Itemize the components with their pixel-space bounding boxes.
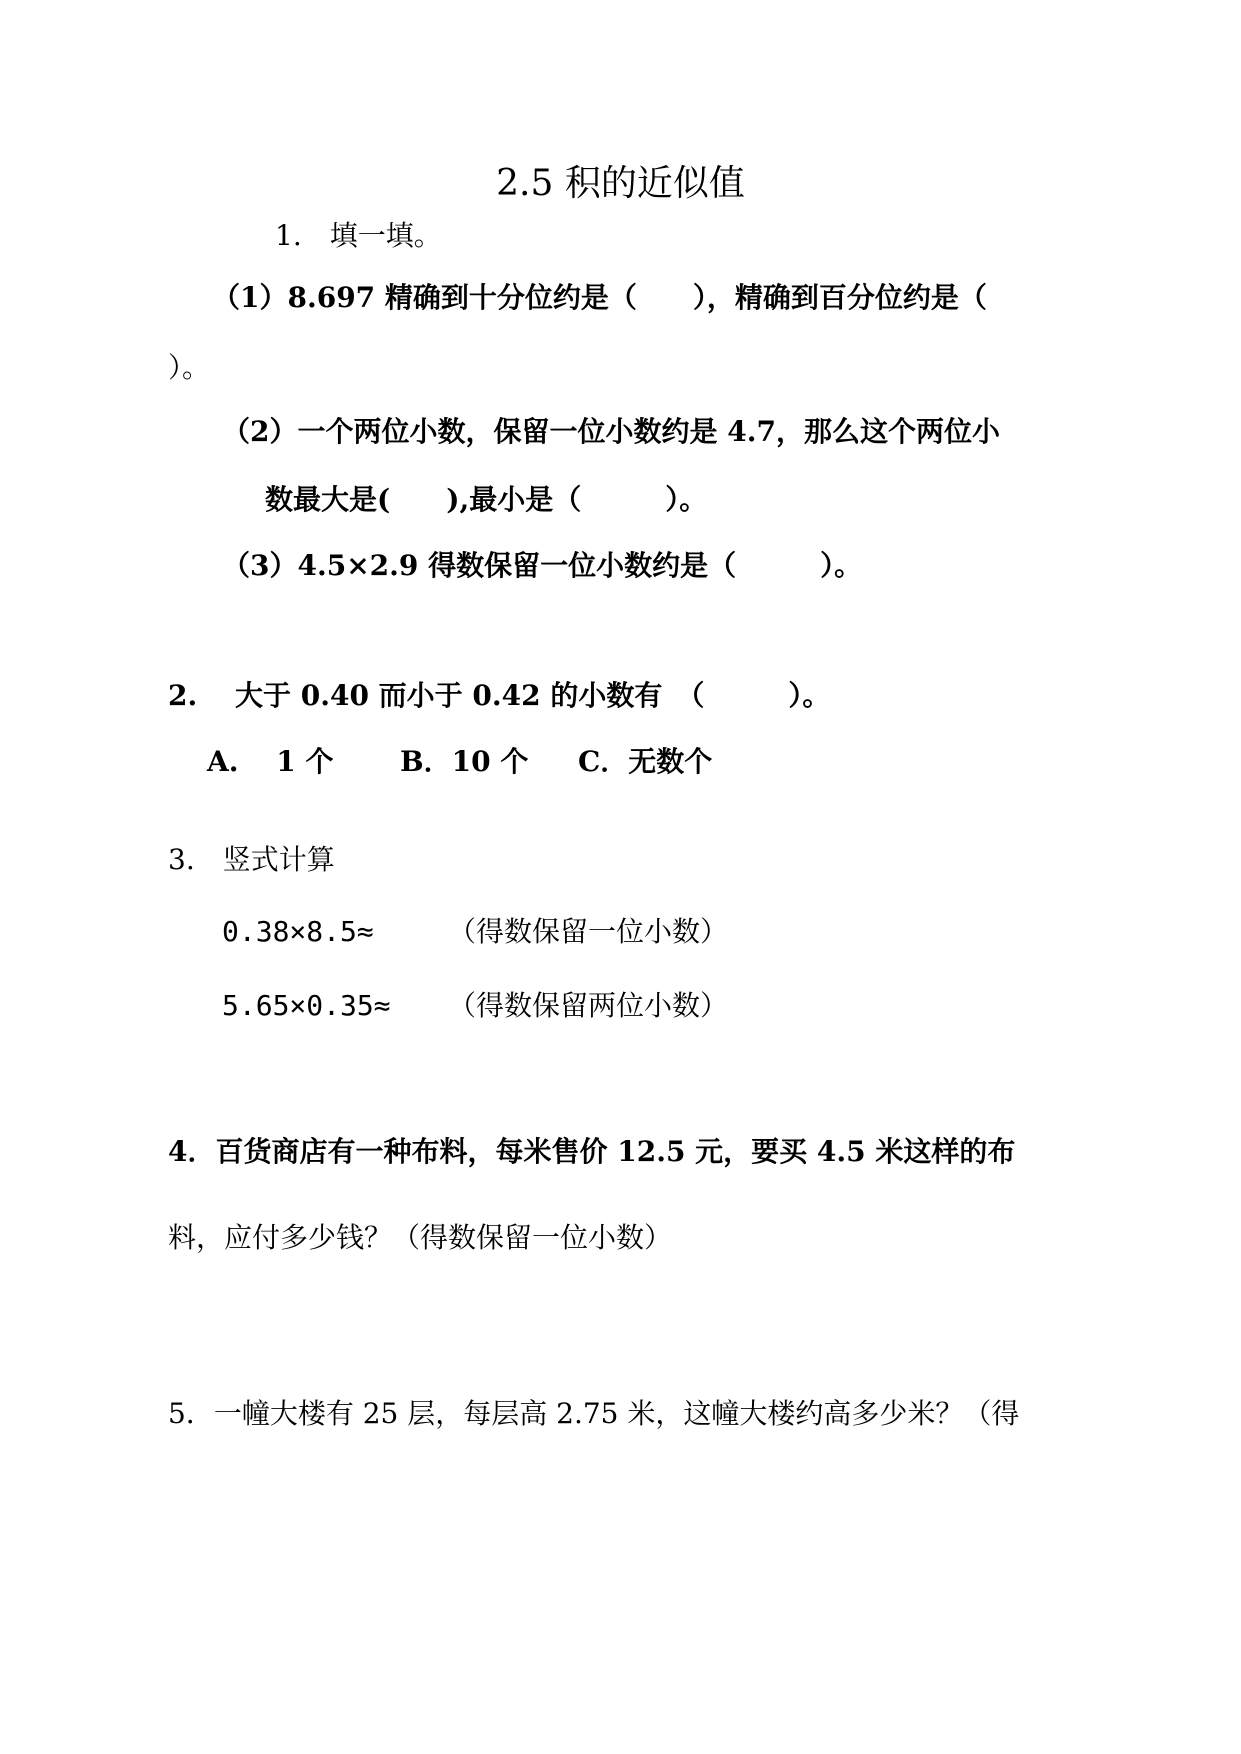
q4-line1: 4．百货商店有一种布料，每米售价 12.5 元，要买 4.5 米这样的布 <box>168 1135 1016 1168</box>
q2-option-b: B．10 个 <box>400 745 529 778</box>
q2-option-a: A. 1 个 <box>207 745 334 778</box>
q2-stem: 2. 大于 0.40 而小于 0.42 的小数有 （ ）。 <box>168 679 831 712</box>
q3-note-2: （得数保留两位小数） <box>448 989 729 1022</box>
page-title: 2.5 积的近似值 <box>496 163 745 204</box>
q4-line2: 料，应付多少钱？（得数保留一位小数） <box>168 1221 673 1254</box>
q1-part3: （3）4.5×2.9 得数保留一位小数约是（ ）。 <box>222 549 863 582</box>
q3-expr-1: 0.38×8.5≈ <box>222 915 374 948</box>
q5-line1: 5．一幢大楼有 25 层，每层高 2.75 米，这幢大楼约高多少米？（得 <box>168 1397 1020 1430</box>
q1-part1-line1: （1）8.697 精确到十分位约是（ ），精确到百分位约是（ <box>212 281 987 314</box>
q1-heading: 1. 填一填。 <box>275 219 442 252</box>
q3-heading: 3. 竖式计算 <box>168 843 335 876</box>
q3-note-1: （得数保留一位小数） <box>448 915 729 948</box>
q1-part2-line2: 数最大是( ),最小是（ ）。 <box>265 483 708 516</box>
q1-part2-line1: （2）一个两位小数，保留一位小数约是 4.7，那么这个两位小 <box>222 415 1000 448</box>
q3-expr-2: 5.65×0.35≈ <box>222 989 391 1022</box>
q1-part1-line2: ）。 <box>168 351 211 384</box>
q2-option-c: C．无数个 <box>578 745 713 778</box>
